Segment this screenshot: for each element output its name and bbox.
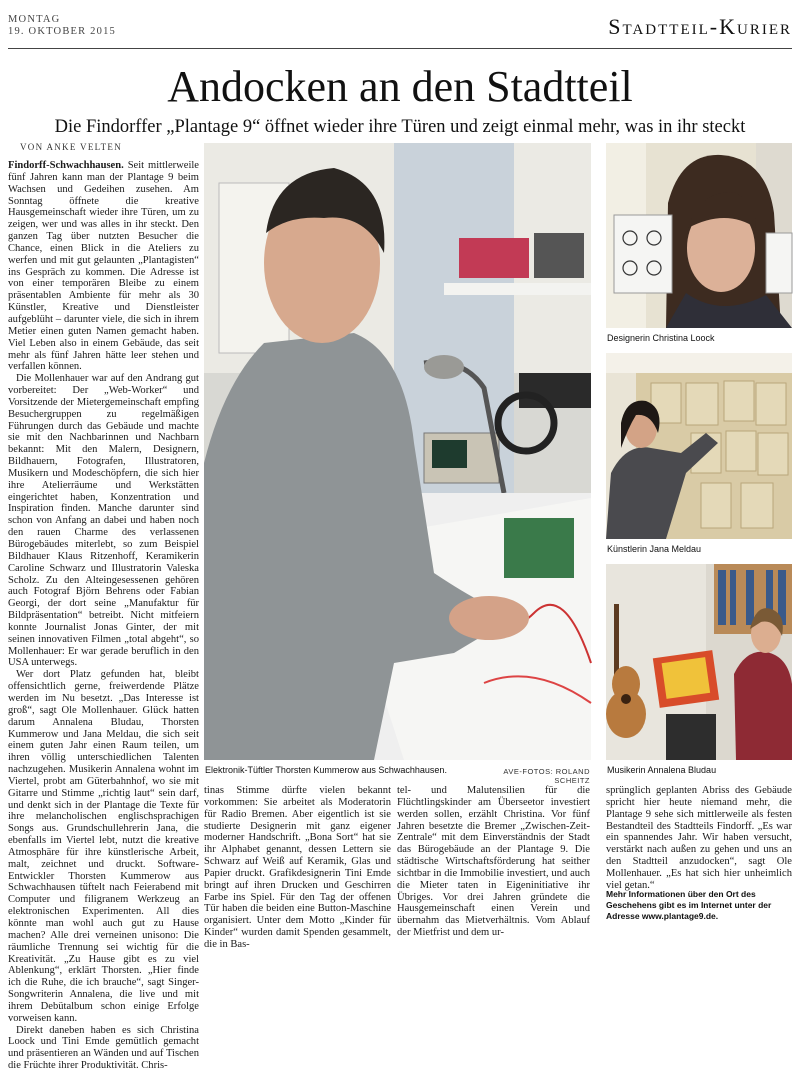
- section-masthead: Stadtteil-Kurier: [608, 14, 792, 39]
- dateline: [8, 14, 116, 38]
- weekday: MONTAG: [8, 14, 61, 25]
- article-column-3: [397, 785, 590, 939]
- masthead-rule: [8, 48, 792, 49]
- column-4-body: [606, 785, 792, 891]
- photo-jana-meldau: [606, 353, 792, 539]
- caption-annalena-bludau: Musikerin Annalena Bludau: [607, 765, 717, 775]
- caption-jana-meldau: Künstlerin Jana Meldau: [607, 544, 702, 554]
- paragraph-4: Direkt daneben haben es sich Christina Loock und Tini Emde gemütlich gemacht und präsentieren an Wänden und auf Tischen die Früchte ihrer Produktivität. Chris-: [8, 1024, 199, 1072]
- caption-christina-loock: Designerin Christina Loock: [607, 333, 715, 343]
- photo-christina-loock: [606, 143, 792, 328]
- paragraph-1: [8, 160, 199, 373]
- photo-credit: AVE-FOTOS: ROLAND SCHEITZ: [503, 767, 590, 785]
- info-box: Mehr Informationen über den Ort des Geschehens gibt es im Internet unter der Adresse www.plantage9.de.: [606, 889, 772, 921]
- subheadline: Die Findorffer „Plantage 9“ öffnet wieder ihre Türen und zeigt einmal mehr, was in ihr steckt: [54, 117, 746, 137]
- article-column-2: [204, 785, 391, 950]
- photo-annalena-bludau: [606, 564, 792, 760]
- article-column-1: [8, 160, 199, 1072]
- article-column-4: [606, 785, 792, 925]
- column-2-text: tinas Stimme dürfte vielen bekannt vorkommen: Sie arbeitet als Moderatorin für Radio Bremen. Aber eigentlich ist sie studierte Designerin mit ganz eigener moderner Handschrift. „Bona Sort“ hat sie ihr Alphabet genannt, dessen Lettern sie Schwarz auf Weiß auf Keramik, Glas und Papier druckt. Grafikdesignerin Tini Emde bringt auf ihren Drucken und Geschirren Farbe ins Spiel. Für den Tag der offenen Tür haben die beiden eine Button-Maschine organisiert. Unter dem Motto „Kinder für Kinder“ wurden damit Spenden gesammelt, die in Bas-: [204, 785, 391, 950]
- main-photo: [204, 143, 591, 760]
- paragraph-2: Die Mollenhauer war auf den Andrang gut vorbereitet: Der „Web-Worker“ und Vorsitzende der Mietergemeinschaft empfing Besuchergruppen zu regelmäßigen Führungen durch das Gebäude und machte sie mit den Nachbarinnen und Nachbarn bekannt: Mit den Malern, Designern, Bildhauern, Fotografen, Illustratoren, Musikern und Modeschöpfern, die sich hier ihre Atelierräume und Werkstätten eingerichtet haben, Konzentration und Inspiration finden. Manche darunter sind schon von Anfang an dabei und haben noch den rauen Charme des verlassenen Bürogebäudes miterlebt, so zum Beispiel Bildhauer Klaus Ritzenhoff, Keramikerin Caroline Schwarz und Illustratorin Valeska Scholz. Zu den Alteingesessenen gehören auch Fotograf Björn Behrens oder Fabian Georgi, der dort seine „Manufaktur für Bildpräsentation“ betreibt. Nicht mitfeiern konnte Journalist Jonas Ginter, der mit seinen innovativen Filmen „total abgeht“, so Mollenhauer: Er war gerade beruflich in den USA unterwegs.: [8, 373, 199, 669]
- paragraph-3: Wer dort Platz gefunden hat, bleibt offensichtlich gerne, freiwerdende Plätze werden im Nu besetzt. „Das Interesse ist groß“, sagt Ole Mollenhauer. Glück hatten darum Annalena Bludau, Thorsten Kummerow und Jana Meldau, die sich seit einem guten Jahr einen Raum teilen, um ihren völlig unterschiedlichen Talenten nachzugehen. Musikerin Annalena wohnt im Viertel, probt am Güterbahnhof, wo sie mit Gitarre und Stimme „richtig laut“ sein darf, und denkt sich in der Plantage die Texte für ihre melancholischen englischsprachigen Songs aus. Grundschullehrerin Jana, die ebenfalls im Viertel lebt, nutzt die kreative Atmosphäre für ihre künstlerische Arbeit, malt, zeichnet und druckt. Software-Entwickler Thorsten Kummerow aus Schwachhausen tüftelt nach Feierabend mit Computer und filigranem Werkzeug an elektronischen Experimenten. All dies könnte man wohl auch gut zu Hause machen? Alle drei verneinen unisono: Die räumliche Trennung sei wichtig für die Kreativität. „Zu Hause gibt es zu viel Ablenkung“, erklärt Thorsten. „Hier finde ich die Ruhe, die ich brauche“, sagt Singer-Songwriterin Annalena, die live und mit ihrem Debütalbum schon einige Erfolge vorweisen kann.: [8, 669, 199, 1024]
- column-3-text: tel- und Malutensilien für die Flüchtlingskinder am Überseetor investiert werden sollen, erzählt Christina. Vor fünf Jahren besetzte die Bremer „Zwischen-Zeit-Zentrale“ mit dem Einverständnis der Stadt das Bürogebäude an der Plantage 9. Die städtische Wirtschaftsförderung hat seither sichtbar in die Immobilie investiert, und auch die Mieter taten in Eigeninitiative ihr Übriges. Vor drei Jahren gründete die Hausgemeinschaft einen Verein und übernahm das Mietverhältnis. Vom Ablauf der Mietfrist und dem ur-: [397, 785, 590, 939]
- column-4-text: sprünglich geplanten Abriss des Gebäude spricht hier heute niemand mehr, die Plantage 9 sehe sich mittlerweile als festen Bestandteil des Stadtteils Findorff. „Es war ein spannendes Jahr. Wir haben versucht, verstärkt nach außen zu gehen und uns an den Stadtteil anzudocken“, sagt Ole Mollenhauer. „Es hat sich hier unheimlich viel getan.“: [606, 785, 792, 891]
- issue-date: 19. OKTOBER 2015: [8, 26, 116, 37]
- paragraph-1-text: Seit mittlerweile fünf Jahren kann man der Plantage 9 beim Wachsen und Gedeihen zusehen. Am Sonntag öffnete die kreative Hausgemeinschaft wieder ihre Türen, um zu zeigen, wer und was alles in ihr steckt. Den ganzen Tag über nutzten Besucher die Chance, einen Blick in die Ateliers zu werfen und mit gut gelaunten „Plantagisten“ ins Gespräch zu kommen. Die Adresse ist von einer temporären Bleibe zu einem präsentablen Ambiente für mehr als 30 Künstler, Kreative und Dienstleister aufgeblüht – darunter viele, die sich in ihrem Metier einen guten Namen gemacht haben. Viel Leben also in einem Gebäude, das seit mehr als fünf Jahren hätte leer stehen und verfallen können.: [8, 160, 199, 373]
- dateline-place: Findorff-Schwachhausen.: [8, 160, 124, 171]
- main-photo-caption: Elektronik-Tüftler Thorsten Kummerow aus Schwachhausen.: [205, 765, 447, 775]
- byline: VON ANKE VELTEN: [20, 142, 122, 152]
- headline: Andocken an den Stadtteil: [167, 62, 633, 111]
